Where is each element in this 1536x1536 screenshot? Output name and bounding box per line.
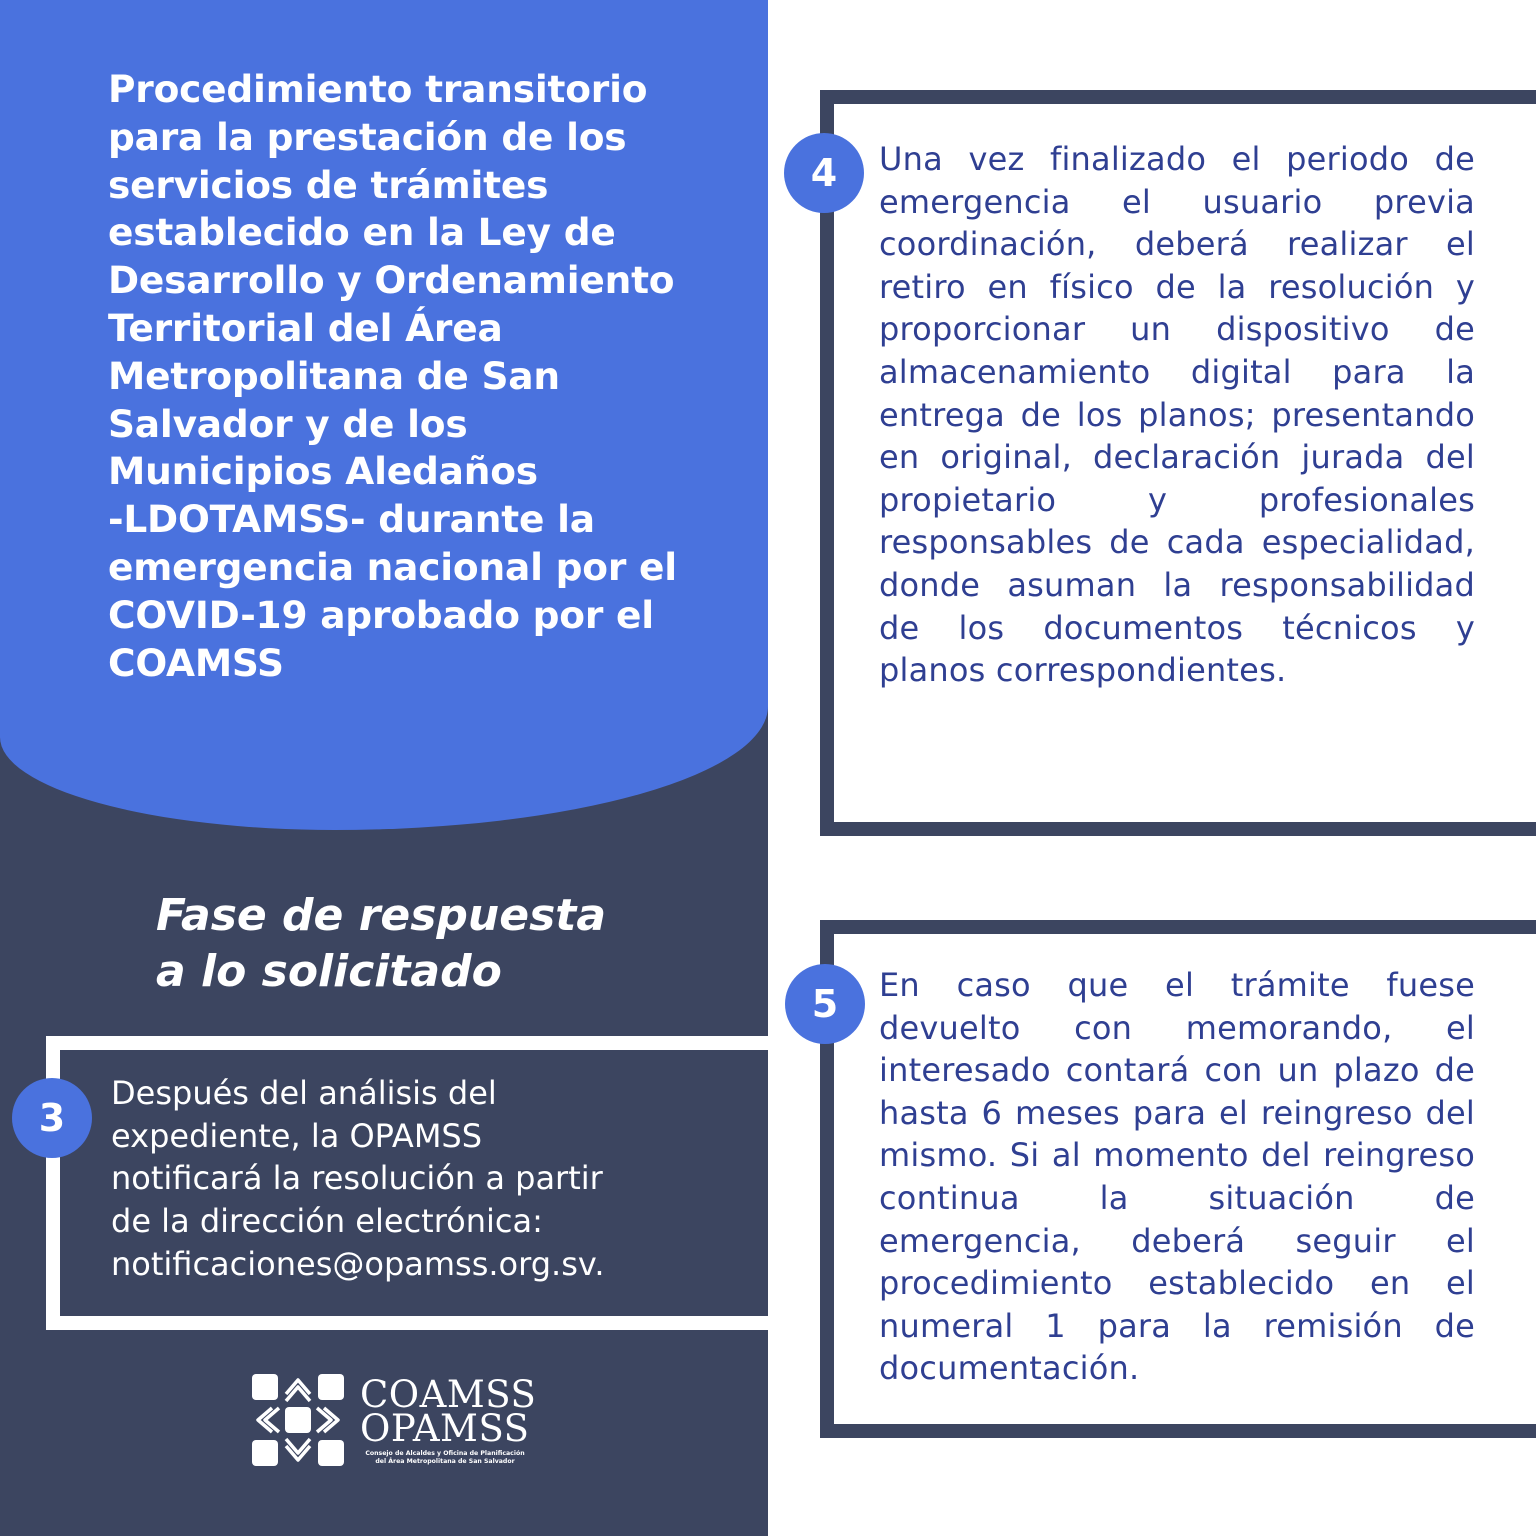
step-3-number-badge: 3 (12, 1078, 92, 1158)
step-5-number-badge: 5 (785, 964, 865, 1044)
logo-name-opamss: OPAMSS (360, 1407, 530, 1450)
coamss-opamss-logo (248, 1370, 538, 1474)
step-4-number-badge: 4 (784, 133, 864, 213)
step-5-text: En caso que el trámite fuese devuelto con memorando, el interesado contará con un plazo de hasta 6 meses para el reingreso del mismo. Si al momento del reingreso continua la situación de emergencia, deberá seguir el procedimiento establecido en el numeral 1 para la remisión de documentación. (879, 966, 1475, 1388)
logo-caption: Consejo de Alcaldes y Oficina de Planificación del Área Metropolitana de San Salvador (365, 1450, 525, 1465)
step-3-text: Después del análisis del expediente, la OPAMSS notificará la resolución a partir de la dirección electrónica: notificaciones@opamss.org.sv. (111, 1074, 605, 1283)
logo-name-coamss: COAMSS (360, 1373, 537, 1416)
page-title: Procedimiento transitorio para la prestación de los servicios de trámites establecido en la Ley de Desarrollo y Ordenamiento Territorial del Área Metropolitana de San Salvador y de los Municipios Aledaños -LDOTAMSS- durante la emergencia nacional por el COVID-19 aprobado por el COAMSS (108, 67, 677, 685)
step-4-text: Una vez finalizado el periodo de emergencia el usuario previa coordinación, deberá realizar el retiro en físico de la resolución y proporcionar un dispositivo de almacenamiento digital para la entrega de los planos; presentando en original, declaración jurada del propietario y profesionales responsables de cada especialidad, donde asuman la responsabilidad de los documentos técnicos y planos correspondientes. (879, 140, 1475, 690)
phase-heading: Fase de respuesta a lo solicitado (156, 890, 607, 997)
logo-mark-icon (248, 1370, 348, 1470)
